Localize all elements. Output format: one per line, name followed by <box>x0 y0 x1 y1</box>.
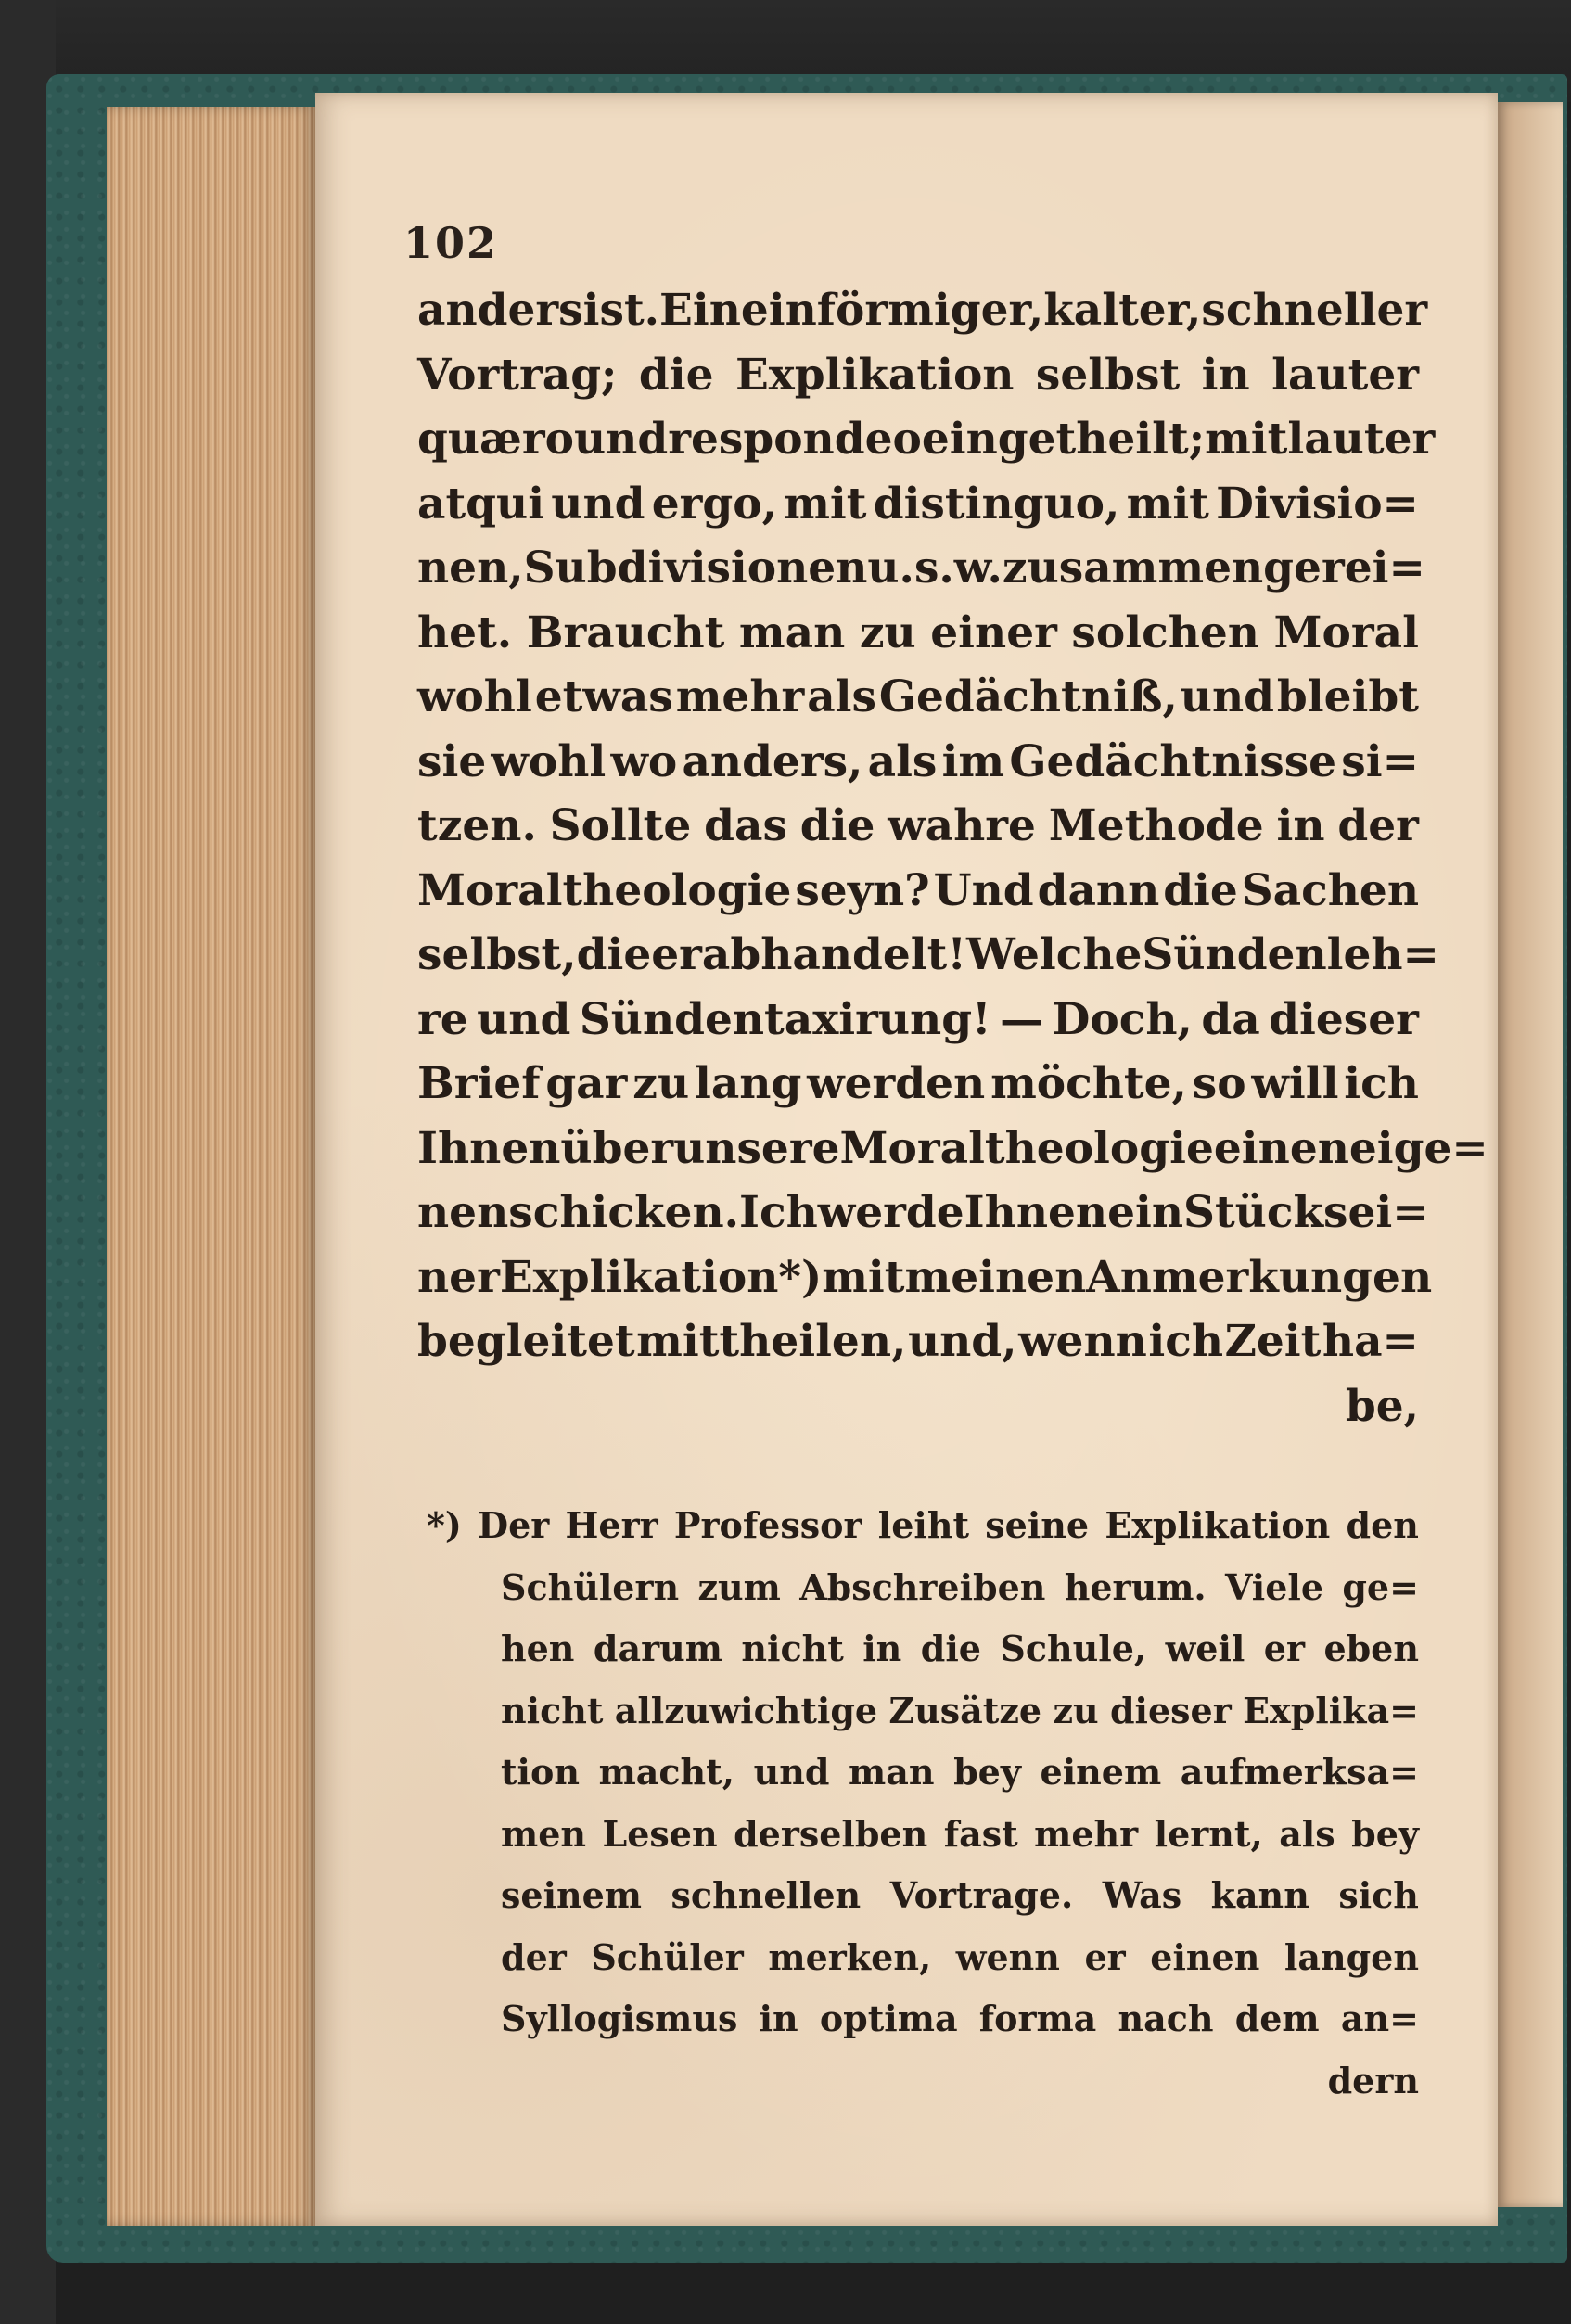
footnote-line: Syllogismus in optima forma nach dem an= <box>501 1998 1419 2039</box>
main-line: begleitet mittheilen, und, wenn ich Zeit ha= <box>417 1316 1419 1367</box>
facing-page-edge <box>1498 102 1563 2207</box>
main-line: sie wohl wo anders, als im Gedächtnisse si= <box>417 735 1419 787</box>
main-line: Moraltheologie seyn? Und dann die Sachen <box>417 864 1419 916</box>
main-line: Vortrag; die Explikation selbst in lauter <box>417 349 1419 401</box>
main-line: nen schicken. Ich werde Ihnen ein Stück sei= <box>417 1187 1429 1238</box>
main-line: Brief gar zu lang werden möchte, so will ich <box>417 1058 1419 1109</box>
main-line: quæro und respondeo eingetheilt; mit lauter <box>417 414 1436 465</box>
footnote-line: nicht allzuwichtige Zusätze zu dieser Explika= <box>501 1689 1419 1731</box>
main-line: tzen. Sollte das die wahre Methode in der <box>417 800 1419 851</box>
main-line: be, <box>1345 1380 1419 1432</box>
page-number: 102 <box>403 218 499 268</box>
main-line: wohl etwas mehr als Gedächtniß, und bleibt <box>417 671 1419 722</box>
footnote-line: hen darum nicht in die Schule, weil er eben <box>501 1628 1419 1669</box>
main-line: atqui und ergo, mit distinguo, mit Divisio= <box>417 478 1419 530</box>
footnote-line: *) Der Herr Professor leiht seine Explikation den <box>427 1504 1419 1546</box>
footnote-line: Schülern zum Abschreiben herum. Viele ge= <box>501 1565 1419 1608</box>
main-line: nen, Subdivisionen u. s. w. zusammengerei= <box>417 543 1425 594</box>
main-line: re und Sündentaxirung! — Doch, da dieser <box>417 993 1419 1045</box>
footnote-line: seinem schnellen Vortrage. Was kann sich <box>501 1874 1419 1916</box>
main-line: ner Explikation *) mit meinen Anmerkungen <box>417 1251 1433 1303</box>
footnote-line: der Schüler merken, wenn er einen langen <box>501 1935 1419 1978</box>
page-edges <box>107 107 315 2226</box>
footnote-line: men Lesen derselben fast mehr lernt, als bey <box>501 1812 1419 1855</box>
footnote-line: tion macht, und man bey einem aufmerksa= <box>501 1751 1419 1793</box>
footnote-line: dern <box>1327 2059 1419 2101</box>
main-line: anders ist. Ein einförmiger, kalter, schneller <box>417 285 1428 336</box>
footnote <box>427 1495 1419 2112</box>
main-line: selbst, die er abhandelt! Welche Sündenleh= <box>417 929 1439 980</box>
main-line: Ihnen über unsere Moraltheologie einen eige= <box>417 1122 1488 1174</box>
main-line: het. Braucht man zu einer solchen Moral <box>417 607 1419 658</box>
main-text <box>417 278 1488 1438</box>
